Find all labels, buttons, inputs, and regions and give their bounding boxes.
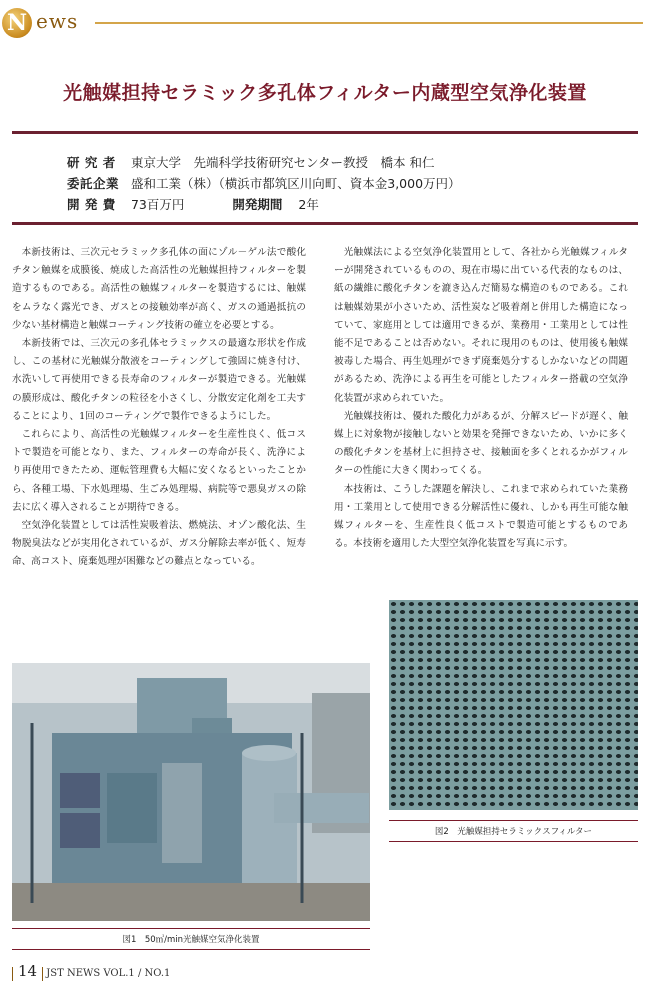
footer-divider [42, 967, 43, 981]
cost-label: 開 発 費 [67, 197, 116, 212]
company-value: 盛和工業（株）（横浜市都筑区川向町、資本金3,000万円） [130, 176, 461, 191]
journal-name: JST NEWS VOL.1 / NO.1 [46, 968, 171, 979]
figure1-caption: 図1 50㎥/min光触媒空気浄化装置 [12, 928, 370, 950]
air-purifier-photo [12, 663, 370, 921]
paragraph: これらにより、高活性の光触媒フィルターを生産性良く、低コストで製造を可能となり、また、フィルターの寿命が長く、洗浄により再使用できたため、運転管理費も大幅に安くなるといったことから、各種工場、下水処理場、生ごみ処理場、病院等で悪臭ガスの除去に広く導入されることが期待できる。 [12, 429, 306, 513]
news-badge-icon: N [2, 8, 32, 38]
company-label: 委託企業 [67, 176, 120, 191]
news-header-label: ews [36, 9, 79, 33]
info-divider-bottom [12, 222, 638, 225]
footer-divider [12, 967, 13, 981]
ceramic-filter-photo [389, 600, 638, 810]
paragraph: 本技術は、こうした課題を解決し、これまで求められていた業務用・工業用として使用できる分解活性に優れ、しかも再生可能な触媒フィルターを、生産性良く低コストで製造可能とするものである。本技術を適用した大型空気浄化装置を写真に示す。 [334, 483, 628, 550]
paragraph: 本新技術は、三次元セラミック多孔体の面にゾル－ゲル法で酸化チタン触媒を成膜後、焼成した高活性の光触媒担持フィルターを製造するものである。高活性の触媒フィルターを製造するには、触媒をムラなく露光でき、ガスとの接触効率が高く、ガスの通過抵抗の少ない基材構造と触媒コーティング技術の確立を必要とする。 [12, 247, 306, 331]
researcher-label: 研 究 者 [67, 155, 116, 170]
paragraph: 空気浄化装置としては活性炭吸着法、燃焼法、オゾン酸化法、生物脱臭法などが実用化されているが、ガス分解除去率が低く、短寿命、高コスト、廃棄処理が困難などの難点となっている。 [12, 520, 306, 568]
figure2-caption: 図2 光触媒担持セラミックスフィルター [389, 820, 638, 842]
article-title: 光触媒担持セラミック多孔体フィルター内蔵型空気浄化装置 [63, 82, 587, 104]
title-divider-top [12, 131, 638, 134]
info-company [67, 174, 461, 192]
body-column-left [12, 244, 306, 572]
page-footer [12, 962, 170, 981]
cost-value: 73百万円 [130, 197, 185, 212]
header-divider [95, 22, 643, 24]
air-purifier-illustration [12, 663, 370, 921]
info-researcher [67, 153, 434, 171]
period-value: 2年 [298, 197, 319, 212]
paragraph: 本新技術では、三次元の多孔体セラミックスの最適な形状を作成し、この基材に光触媒分散液をコーティングして強固に焼き付け、水洗いして再使用できる長寿命のフィルターが製造できる。光触媒の膜形成は、酸化チタンの粒径を小さくし、分散安定化剤を工夫することにより、1回のコーティングで製作できるようにした。 [12, 338, 306, 422]
page-number: 14 [18, 962, 38, 980]
body-column-right [334, 244, 628, 553]
paragraph: 光触媒技術は、優れた酸化力があるが、分解スピードが遅く、触媒上に対象物が接触しないと効果を発揮できないため、いかに多くの酸化チタンを基材上に担持させ、接触面を多くとれるかがフィルターの性能に大きく関わってくる。 [334, 410, 628, 477]
info-cost [67, 195, 319, 213]
paragraph: 光触媒法による空気浄化装置用として、各社から光触媒フィルターが開発されているものの、現在市場に出ている代表的なものは、紙の繊維に酸化チタンを漉き込んだ簡易な構造のものである。これは触媒効果が小さいため、活性炭など吸着剤と併用した構造になっていて、家庭用としては適用できるが、業務用・工業用としては性能不足であることは否めない。それに現用のものは、使用後も触媒被毒した場合、再生処理ができず廃棄処分するしかないなどの問題があるため、洗浄による再生を可能としたフィルター搭載の空気浄化装置が求められていた。 [334, 247, 628, 404]
researcher-value: 東京大学 先端科学技術研究センター教授 橋本 和仁 [130, 155, 435, 170]
period-label: 開発期間 [232, 197, 283, 212]
